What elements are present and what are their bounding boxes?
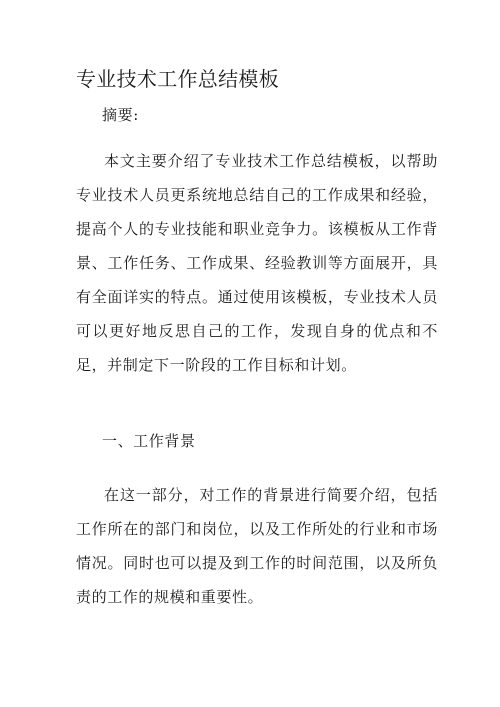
- document-title: 专业技术工作总结模板: [76, 67, 279, 91]
- section-heading-work-background: 一、工作背景: [102, 432, 196, 450]
- section-paragraph-work-background: 在这一部分，对工作的背景进行简要介绍，包括工作所在的部门和岗位，以及工作所处的行业和市场情况。同时也可以提及到工作的时间范围，以及所负责的工作的规模和重要性。: [76, 486, 438, 606]
- abstract-paragraph: 本文主要介绍了专业技术工作总结模板，以帮助专业技术人员更系统地总结自己的工作成果和经验，提高个人的专业技能和职业竞争力。该模板从工作背景、工作任务、工作成果、经验教训等方面展开，具有全面详实的特点。通过使用该模板，专业技术人员可以更好地反思自己的工作，发现自身的优点和不足，并制定下一阶段的工作目标和计划。: [76, 152, 438, 374]
- abstract-label: 摘要:: [102, 106, 139, 124]
